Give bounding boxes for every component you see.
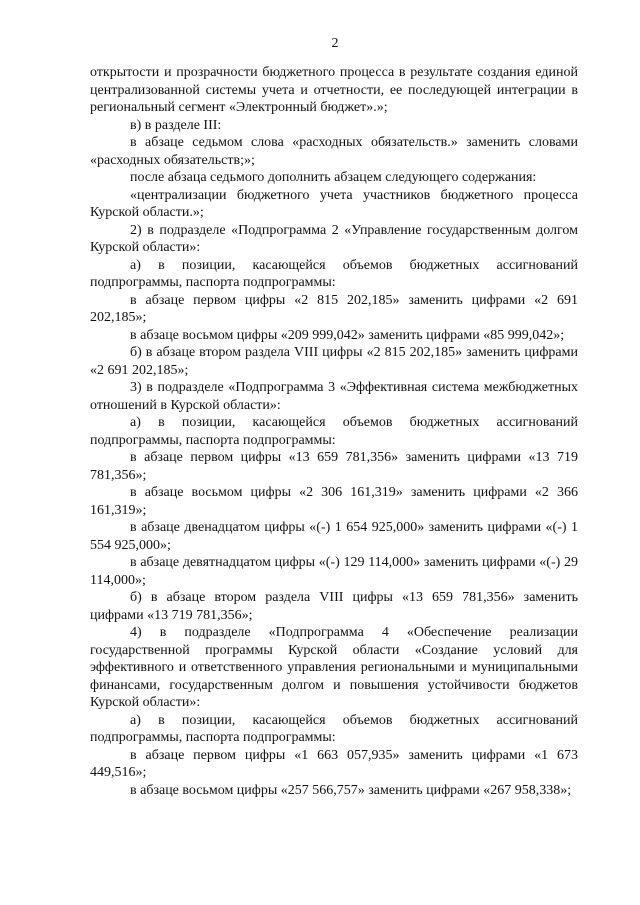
document-body: [90, 64, 578, 799]
paragraph-10: б) в абзаце втором раздела VIII цифры «2 815 202,185» заменить цифрами «2 691 202,185»;: [90, 345, 578, 378]
paragraph-15: в абзаце двенадцатом цифры «(-) 1 654 925,000» заменить цифрами «(-) 1 554 925,000»;: [90, 520, 578, 553]
paragraph-3: в абзаце седьмом слова «расходных обязательств.» заменить словами «расходных обязательств;»;: [90, 135, 578, 168]
paragraph-17: б) в абзаце втором раздела VIII цифры «13 659 781,356» заменить цифрами «13 719 781,356»;: [90, 590, 578, 623]
paragraph-6: 2) в подразделе «Подпрограмма 2 «Управление государственным долгом Курской области»:: [90, 222, 578, 255]
paragraph-4: после абзаца седьмого дополнить абзацем следующего содержания:: [130, 170, 537, 185]
paragraph-16: в абзаце девятнадцатом цифры «(-) 129 114,000» заменить цифрами «(-) 29 114,000»;: [90, 555, 578, 588]
paragraph-7: а) в позиции, касающейся объемов бюджетных ассигнований подпрограммы, паспорта подпрограммы:: [90, 257, 578, 290]
paragraph-1: открытости и прозрачности бюджетного процесса в результате создания единой централизованной системы учета и отчетности, ее последующей интеграции в региональный сегмент «Электронный бюджет».»;: [90, 65, 578, 115]
paragraph-8: в абзаце первом цифры «2 815 202,185» заменить цифрами «2 691 202,185»;: [90, 292, 578, 325]
page-number: 2: [331, 36, 339, 51]
paragraph-14: в абзаце восьмом цифры «2 306 161,319» заменить цифрами «2 366 161,319»;: [90, 485, 578, 518]
paragraph-2: в) в разделе III:: [130, 117, 222, 133]
paragraph-5: «централизации бюджетного учета участников бюджетного процесса Курской области.»;: [90, 187, 578, 220]
paragraph-19: а) в позиции, касающейся объемов бюджетных ассигнований подпрограммы, паспорта подпрограммы:: [90, 712, 578, 745]
paragraph-12: а) в позиции, касающейся объемов бюджетных ассигнований подпрограммы, паспорта подпрограммы:: [90, 415, 578, 448]
paragraph-20: в абзаце первом цифры «1 663 057,935» заменить цифрами «1 673 449,516»;: [90, 747, 578, 780]
paragraph-21: в абзаце восьмом цифры «257 566,757» заменить цифрами «267 958,338»;: [130, 782, 572, 798]
paragraph-13: в абзаце первом цифры «13 659 781,356» заменить цифрами «13 719 781,356»;: [90, 450, 578, 483]
paragraph-11: 3) в подразделе «Подпрограмма 3 «Эффективная система межбюджетных отношений в Курской области»:: [90, 380, 578, 413]
paragraph-9: в абзаце восьмом цифры «209 999,042» заменить цифрами «85 999,042»;: [130, 327, 565, 343]
paragraph-18: 4) в подразделе «Подпрограмма 4 «Обеспечение реализации государственной программы Курской области «Создание условий для эффективного и ответственного управления региональными и муниципальными финансами, государственным долгом и повышения устойчивости бюджетов Курской области»:: [90, 625, 578, 710]
